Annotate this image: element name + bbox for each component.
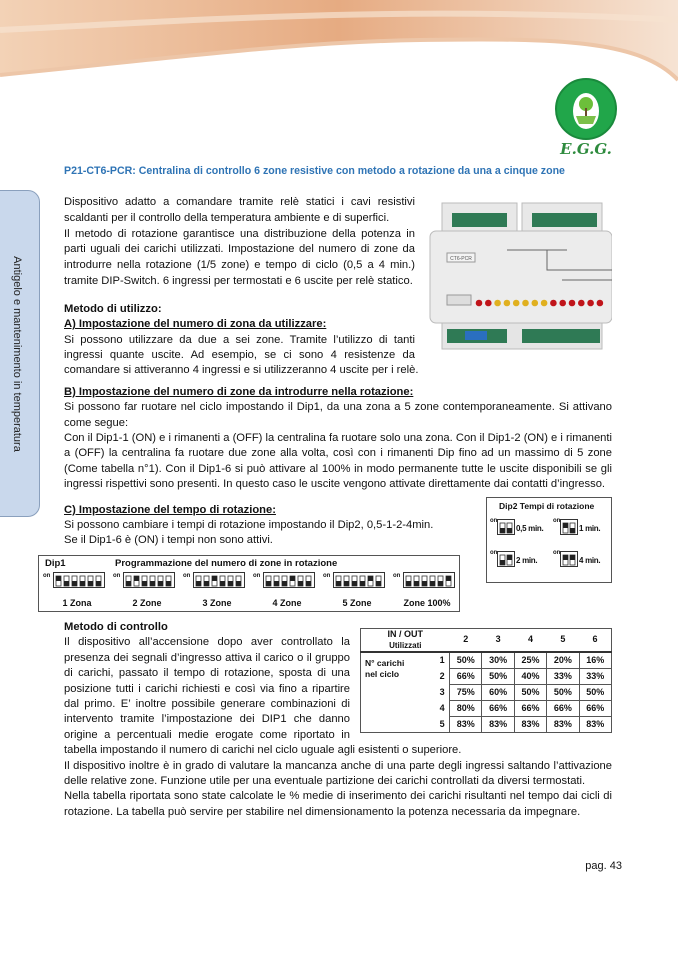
led-indicator [485,300,492,307]
section-c-heading: C) Impostazione del tempo di rotazione: [64,503,276,516]
table-cell: 66% [450,668,482,684]
dip-switch-knob [236,581,241,586]
dip-switch-knob [80,581,85,586]
dip1-setting [393,571,461,611]
dip1-label: Dip1 [45,557,66,569]
table-cell: 30% [482,652,514,669]
dip-switch-knob [438,581,443,586]
table-row [361,700,612,716]
row-header [361,652,436,685]
row-header-spacer [361,716,436,732]
on-label: on [490,517,498,524]
dip-switch-knob [72,581,77,586]
dip-switch-knob [212,576,217,581]
dip1-setting-label: 2 Zone [132,597,162,608]
dip1-setting-label: 1 Zona [62,597,92,608]
table-cell: 20% [547,652,579,669]
dip-switch-knob [430,581,435,586]
dip-switch-knob [570,555,575,560]
control-section [64,612,612,820]
dip-switch-knob [274,581,279,586]
dip-switch-icon [497,551,515,567]
dip-switch-knob [228,581,233,586]
dip1-setting [113,571,181,611]
dip2-setting [553,550,613,574]
dip-switch-knob [126,581,131,586]
main-content [43,195,622,873]
dip-switch-knob [446,576,451,581]
usage-heading: Metodo di utilizzo: [64,302,162,315]
on-label: on [490,549,498,556]
table-cell: 50% [450,652,482,669]
dip-switch-knob [166,581,171,586]
row-number: 2 [439,670,445,681]
row-number: 4 [439,702,445,713]
dip1-setting-label: 5 Zone [342,597,372,608]
dip-switch-knob [336,581,341,586]
dip-switch-icon [560,519,578,535]
dip-switch-knob [563,555,568,560]
dip-switch-icon [193,572,245,588]
section-side-tab[interactable] [0,190,40,517]
dip-switch-knob [282,581,287,586]
column-header: 2 [463,634,469,645]
on-label: on [113,572,121,579]
on-label: on [393,572,401,579]
dip-switch-knob [406,581,411,586]
table-cell: 75% [450,684,482,700]
dip2-setting [553,518,613,542]
table-row [361,684,612,700]
row-number: 3 [439,686,445,697]
dip2-setting [490,550,550,574]
section-a-text: Si possono utilizzare da due a sei zone. Tramite l’utilizzo di tanti ingressi quante uscite. Ad esempio, se ci sono 4 resistenze da comandare si attiveranno 4 ingressi e si utilizzeranno 4 uscite per i relè. [64,333,419,377]
row-header-line: N° carichi [365,657,405,668]
dip1-setting-label: 3 Zone [202,597,232,608]
on-label: on [183,572,191,579]
table-cell: 66% [579,700,611,716]
led-indicator [532,300,539,307]
dip-switch-knob [56,576,61,581]
table-cell: 83% [482,716,514,732]
table-cell: 40% [514,668,546,684]
page-title: P21-CT6-PCR: Centralina di controllo 6 zone resistive con metodo a rotazione da una a cinque zone [64,165,565,177]
column-header: 6 [592,634,598,645]
dip2-setting-label: 1 min. [579,523,601,533]
dip1-setting-label: Zone 100% [403,597,451,608]
product-image [427,195,612,357]
dip1-setting [253,571,321,611]
dip-switch-icon [123,572,175,588]
control-text: Nella tabella riportata sono state calcolate le % medie di inserimento dei carichi risultanti nel tempo dai cicli di rotazione. La tabella può servire per stabilire nel dimensionamento la potenza necessaria da impegnare. [64,790,612,818]
section-a-heading: A) Impostazione del numero di zona da utilizzare: [64,318,327,331]
dip2-title: Dip2 Tempi di rotazione [499,500,595,511]
side-tab-label: Antigelo e mantenimento in temperatura [11,255,23,452]
section-c-text: Si possono cambiare i tempi di rotazione impostando il Dip2, 0,5-1-2-4min. [64,519,434,532]
dip-switch-knob [563,523,568,528]
dip-switch-knob [134,576,139,581]
table-cell: 83% [547,716,579,732]
table-wrapper [360,628,612,733]
led-indicator [578,300,585,307]
on-label: on [553,517,561,524]
dip-switch-knob [298,581,303,586]
intro-paragraph: Dispositivo adatto a comandare tramite relè statici i cavi resistivi scaldanti per il controllo della temperatura ambiente e di superfici. [64,196,415,224]
table-cell: 83% [514,716,546,732]
control-heading: Metodo di controllo [64,620,168,633]
table-cell: 33% [547,668,579,684]
table-cell: 16% [579,652,611,669]
led-indicator [587,300,594,307]
dip-switch-knob [500,528,505,533]
led-indicator [559,300,566,307]
dip-switch-knob [290,576,295,581]
on-label: on [43,572,51,579]
table-cell: 33% [579,668,611,684]
intro-paragraph: Il metodo di rotazione garantisce una distribuzione della potenza in parti uguali dei carichi utilizzati. Impostazione del numero di zone da introdurre nella rotazione (1/5 zone) e tempo di ciclo (0,5 a 4 min.) tramite DIP-Switch. 6 ingressi per termostati e 6 uscite per relè statico. [64,227,415,287]
dip2-setting-label: 4 min. [579,555,601,565]
dip-switch-icon [263,572,315,588]
dip-switch-knob [204,581,209,586]
dip1-setting [323,571,391,611]
egg-logo [551,78,621,140]
table-cell: 83% [450,716,482,732]
control-text: Il dispositivo inoltre è in grado di valutare la mancanza anche di una parte degli ingressi saltando l’attivazione delle relative zone. Funzione utile per una eventuale partizione dei carichi controllati da diversi termostati. [64,759,612,787]
table-cell: 50% [514,684,546,700]
header-line: Utilizzati [389,640,422,650]
product-image-wrapper [427,195,612,357]
load-percentage-table [360,628,612,733]
on-label: on [253,572,261,579]
dip1-setting [183,571,251,611]
dip1-title: Programmazione del numero di zone in rotazione [115,557,338,569]
dip-switch-knob [500,560,505,565]
product-model-label: CT6-PCR [450,256,472,262]
dip-switch-knob [306,581,311,586]
table-corner-header [361,628,450,652]
row-header-spacer [361,700,436,716]
dip2-diagram [486,497,612,583]
dip-switch-knob [220,581,225,586]
dip-switch-knob [570,528,575,533]
column-header: 3 [495,634,501,645]
header-line: IN / OUT [387,628,424,639]
dip-switch-knob [344,581,349,586]
header-wave-decoration [0,0,678,90]
dip-switch-icon [560,551,578,567]
on-label: on [323,572,331,579]
table-row [361,716,612,732]
dip-switch-knob [414,581,419,586]
led-indicator [569,300,576,307]
table-cell: 50% [482,668,514,684]
dip-switch-knob [368,576,373,581]
row-number: 1 [439,655,445,666]
led-indicator [476,300,483,307]
table-cell: 83% [579,716,611,732]
logo-text: E.G.G. [560,140,612,158]
dip2-setting-label: 0,5 min. [516,523,544,533]
dip2-setting-label: 2 min. [516,555,538,565]
column-header: 4 [528,634,534,645]
table-cell: 66% [514,700,546,716]
table-cell: 80% [450,700,482,716]
on-label: on [553,549,561,556]
dip-switch-icon [53,572,105,588]
dip-switch-knob [507,555,512,560]
led-indicator [504,300,511,307]
dip-switch-knob [158,581,163,586]
dip-switch-knob [196,581,201,586]
table-cell: 50% [547,684,579,700]
led-indicator [494,300,501,307]
section-b [64,379,612,493]
section-b-text: Con il Dip1-1 (ON) e i rimanenti a (OFF) la centralina fa ruotare solo una zona. Con il Dip1-2 (ON) e i rimanenti a (OFF) la centralina fa ruotare due zone alla volta, così con i rimanenti Dip fino ad un massimo di 5 zone (Come tabella n°1). Con il Dip1-6 si può attivare al 100% in modo permanente tutte le uscite disponibili se gli ingressi rispettivi sono presenti. In questo caso le uscite vengono attivate direttamente dai contatti d’ingresso. [64,432,612,491]
dip-switch-knob [266,581,271,586]
led-indicator [513,300,520,307]
dip-switch-icon [333,572,385,588]
row-number: 5 [439,718,445,729]
dip1-diagram [38,555,460,612]
dip-switch-icon [403,572,455,588]
dip-switch-knob [88,581,93,586]
dip-switch-knob [422,581,427,586]
dip-switch-knob [96,581,101,586]
led-indicator [541,300,548,307]
table-cell: 25% [514,652,546,669]
row-header-line: nel ciclo [365,668,400,679]
led-indicator [522,300,529,307]
dip-switch-icon [497,519,515,535]
section-b-text: Si possono far ruotare nel ciclo impostando il Dip1, da una zona a 5 zone contemporaneamente. Si attivano come segue: [64,401,612,429]
row-header-spacer [361,684,436,700]
section-c-wrapper [43,493,612,612]
led-indicator [550,300,557,307]
table-cell: 60% [482,684,514,700]
dip-switch-knob [142,581,147,586]
column-header: 5 [560,634,566,645]
table-cell: 50% [579,684,611,700]
dip-switch-knob [507,528,512,533]
table-cell: 66% [547,700,579,716]
led-indicator [597,300,604,307]
section-b-heading: B) Impostazione del numero di zone da introdurre nella rotazione: [64,385,414,398]
table-cell: 66% [482,700,514,716]
dip-switch-knob [64,581,69,586]
dip-switch-knob [352,581,357,586]
page-number: pag. 43 [585,860,622,873]
dip-switch-knob [360,581,365,586]
dip-switch-knob [150,581,155,586]
dip2-setting [490,518,550,542]
dip-switch-knob [376,581,381,586]
section-c-text: Se il Dip1-6 è (ON) i tempi non sono attivi. [64,534,273,547]
dip1-setting [43,571,111,611]
dip1-setting-label: 4 Zone [272,597,302,608]
control-text: Il dispositivo all’accensione dopo aver controllato la presenza dei segnali d’ingresso attiva il carico o il gruppo di carichi, passato il tempo di rotazione, sposta di una posizione tutti i carichi richiesti e così via fino a ripartire dal primo. E’ inoltre possibile generare combinazioni di intervento tramite l’impostazione dei DIP1 che danno origine a percentuali medie erogate come riportato in tabella impostando il numero di carichi nel ciclo uguale agli esistenti o superiore. [64,636,462,757]
table-row [361,652,612,669]
